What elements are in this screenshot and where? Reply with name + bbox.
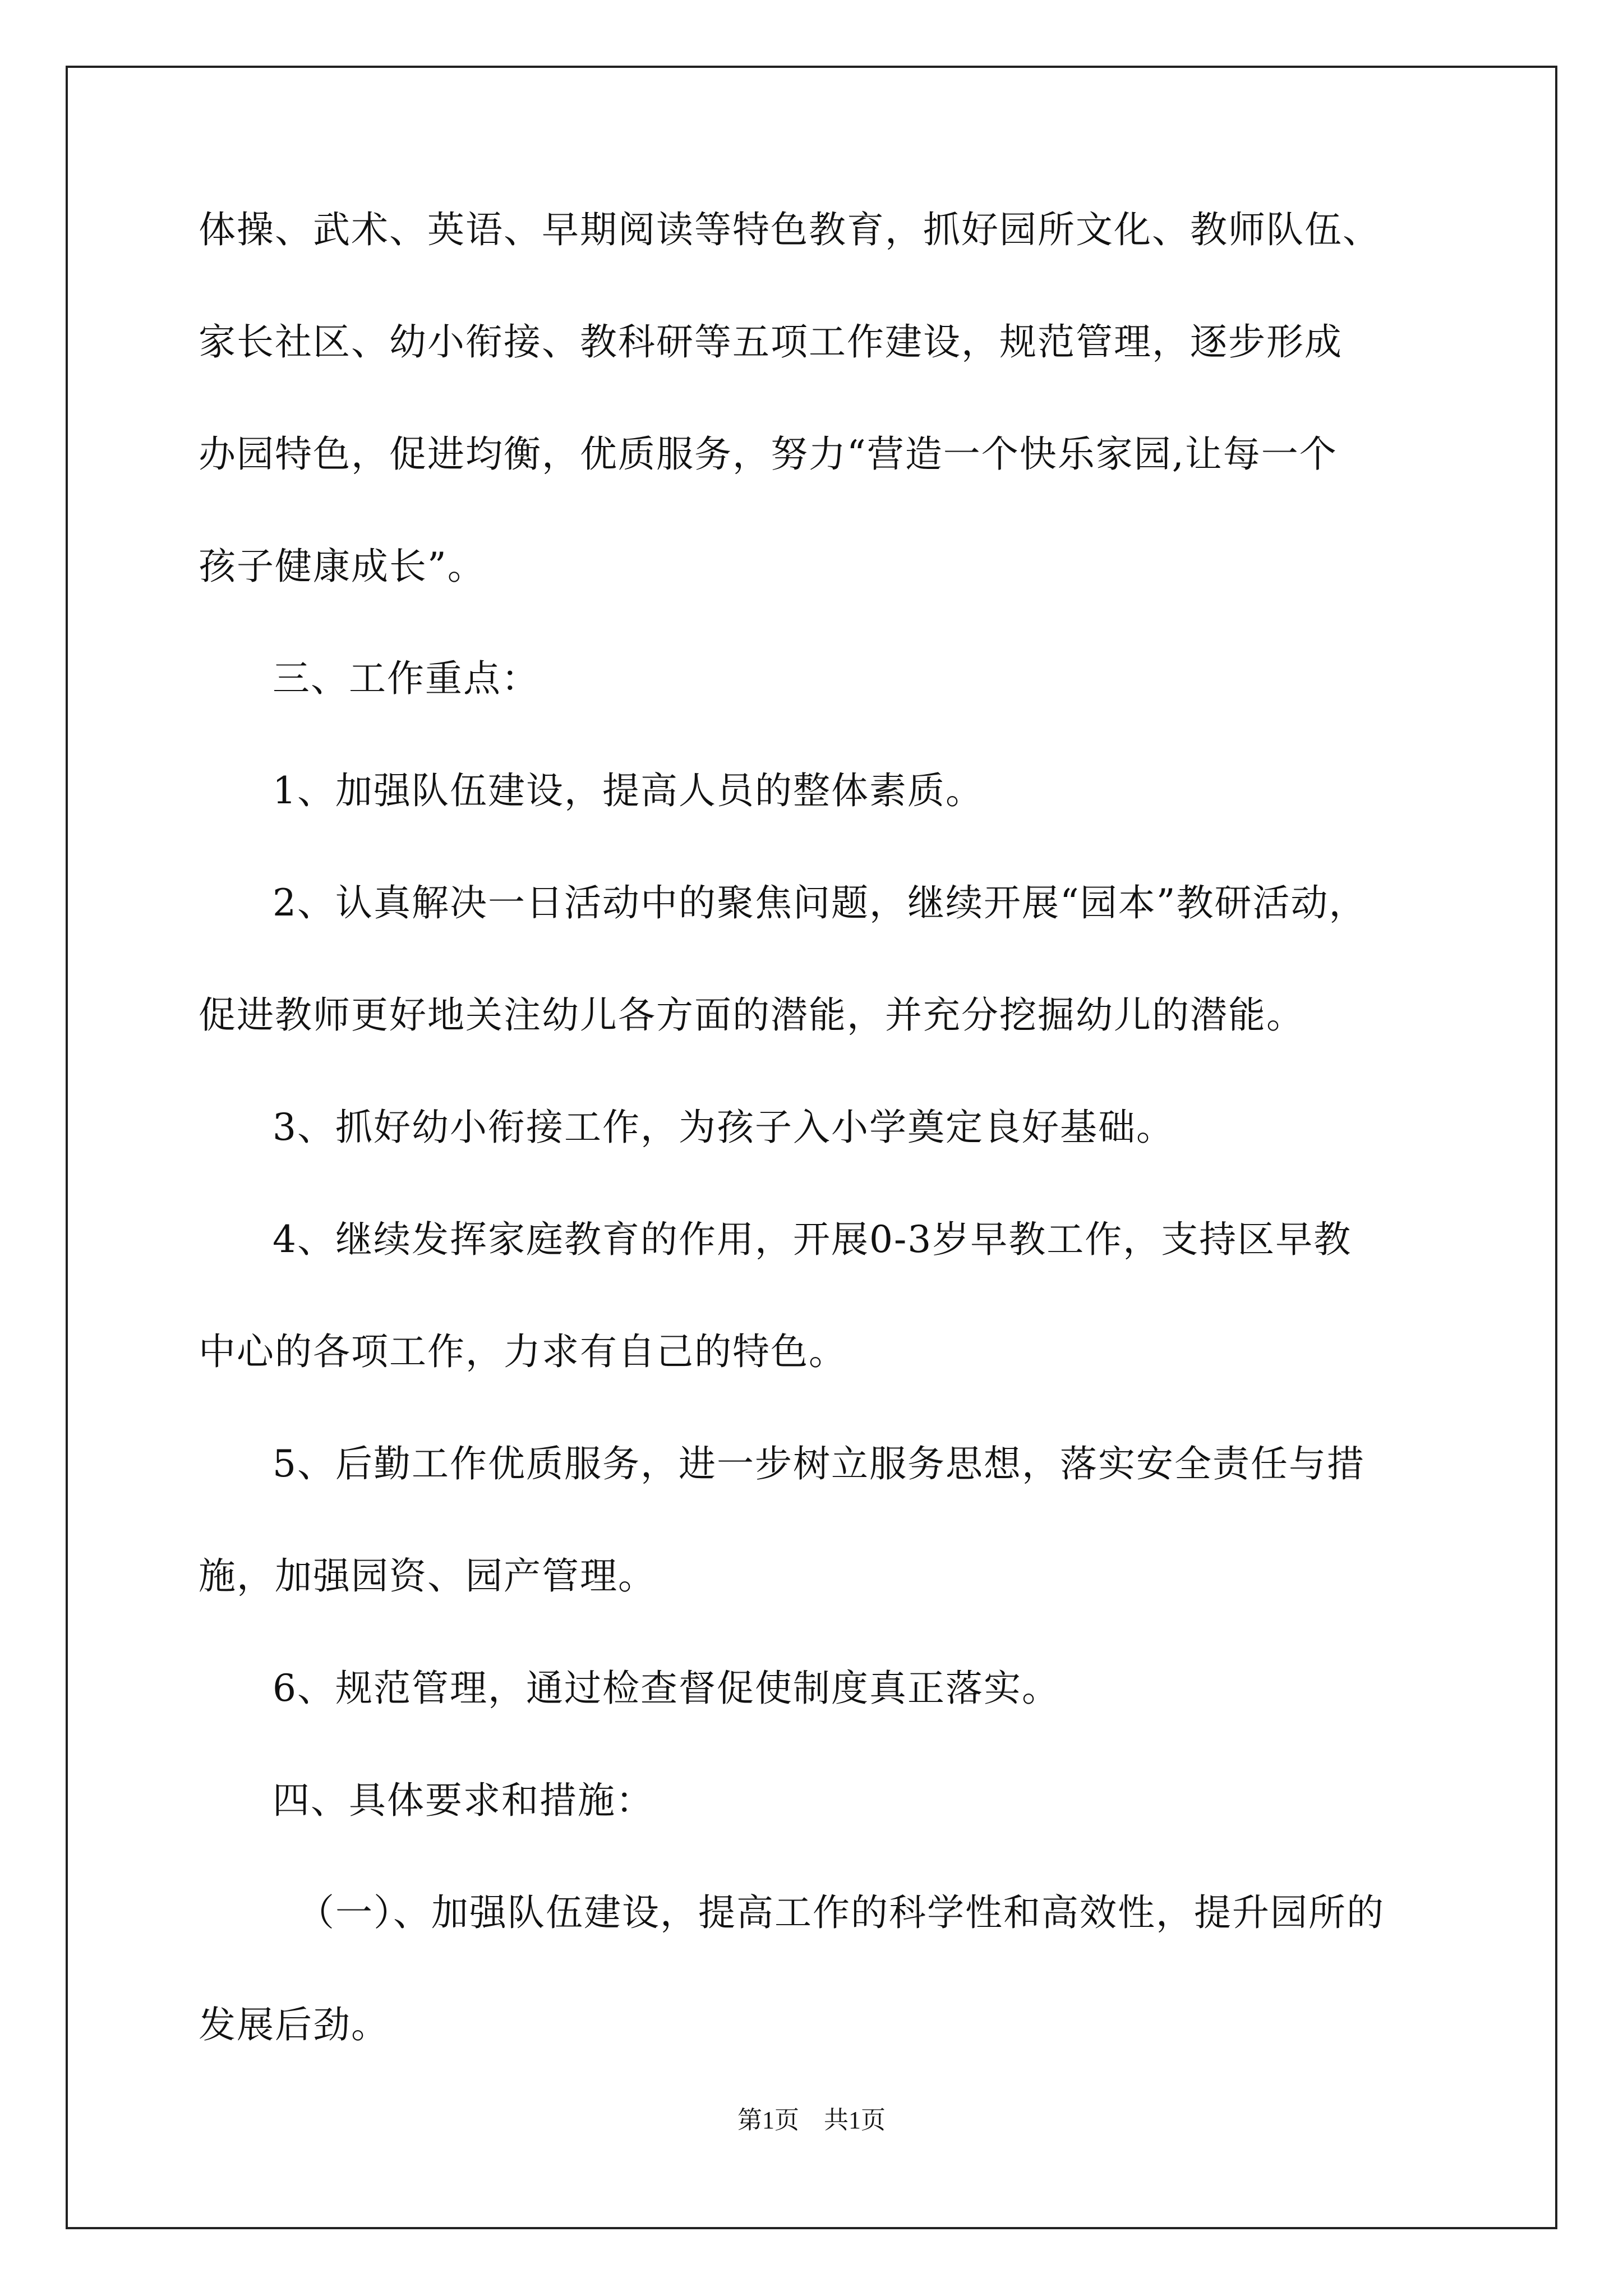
page-number: 第1页 共1页 (737, 2106, 886, 2134)
text-line: 中心的各项工作，力求有自己的特色。 (199, 1330, 847, 1373)
list-item: 2、认真解决一日活动中的聚焦问题，继续开展“园本”教研活动， (273, 881, 1367, 924)
text-line: 促进教师更好地关注幼儿各方面的潜能，并充分挖掘幼儿的潜能。 (199, 993, 1304, 1037)
text-line: 体操、武术、英语、早期阅读等特色教育，抓好园所文化、教师队伍、 (199, 208, 1381, 251)
list-item: 3、抓好幼小衔接工作，为孩子入小学奠定良好基础。 (273, 1106, 1174, 1149)
text-line: 家长社区、幼小衔接、教科研等五项工作建设，规范管理，逐步形成 (199, 320, 1343, 364)
list-item: 1、加强队伍建设，提高人员的整体素质。 (273, 769, 984, 812)
text-line: 施，加强园资、园产管理。 (199, 1554, 656, 1598)
section-heading: 三、工作重点： (273, 657, 540, 700)
list-item: 6、规范管理，通过检查督促使制度真正落实。 (273, 1667, 1060, 1710)
text-line: 办园特色，促进均衡，优质服务，努力“营造一个快乐家园,让每一个 (199, 432, 1338, 476)
subsection-heading: （一）、加强队伍建设，提高工作的科学性和高效性，提升园所的 (297, 1891, 1385, 1934)
text-line: 孩子健康成长”。 (199, 545, 486, 588)
text-line: 发展后劲。 (199, 2003, 389, 2046)
list-item: 4、继续发挥家庭教育的作用，开展0-3岁早教工作，支持区早教 (273, 1218, 1352, 1261)
list-item: 5、后勤工作优质服务，进一步树立服务思想，落实安全责任与措 (273, 1442, 1365, 1485)
section-heading: 四、具体要求和措施： (273, 1779, 654, 1822)
